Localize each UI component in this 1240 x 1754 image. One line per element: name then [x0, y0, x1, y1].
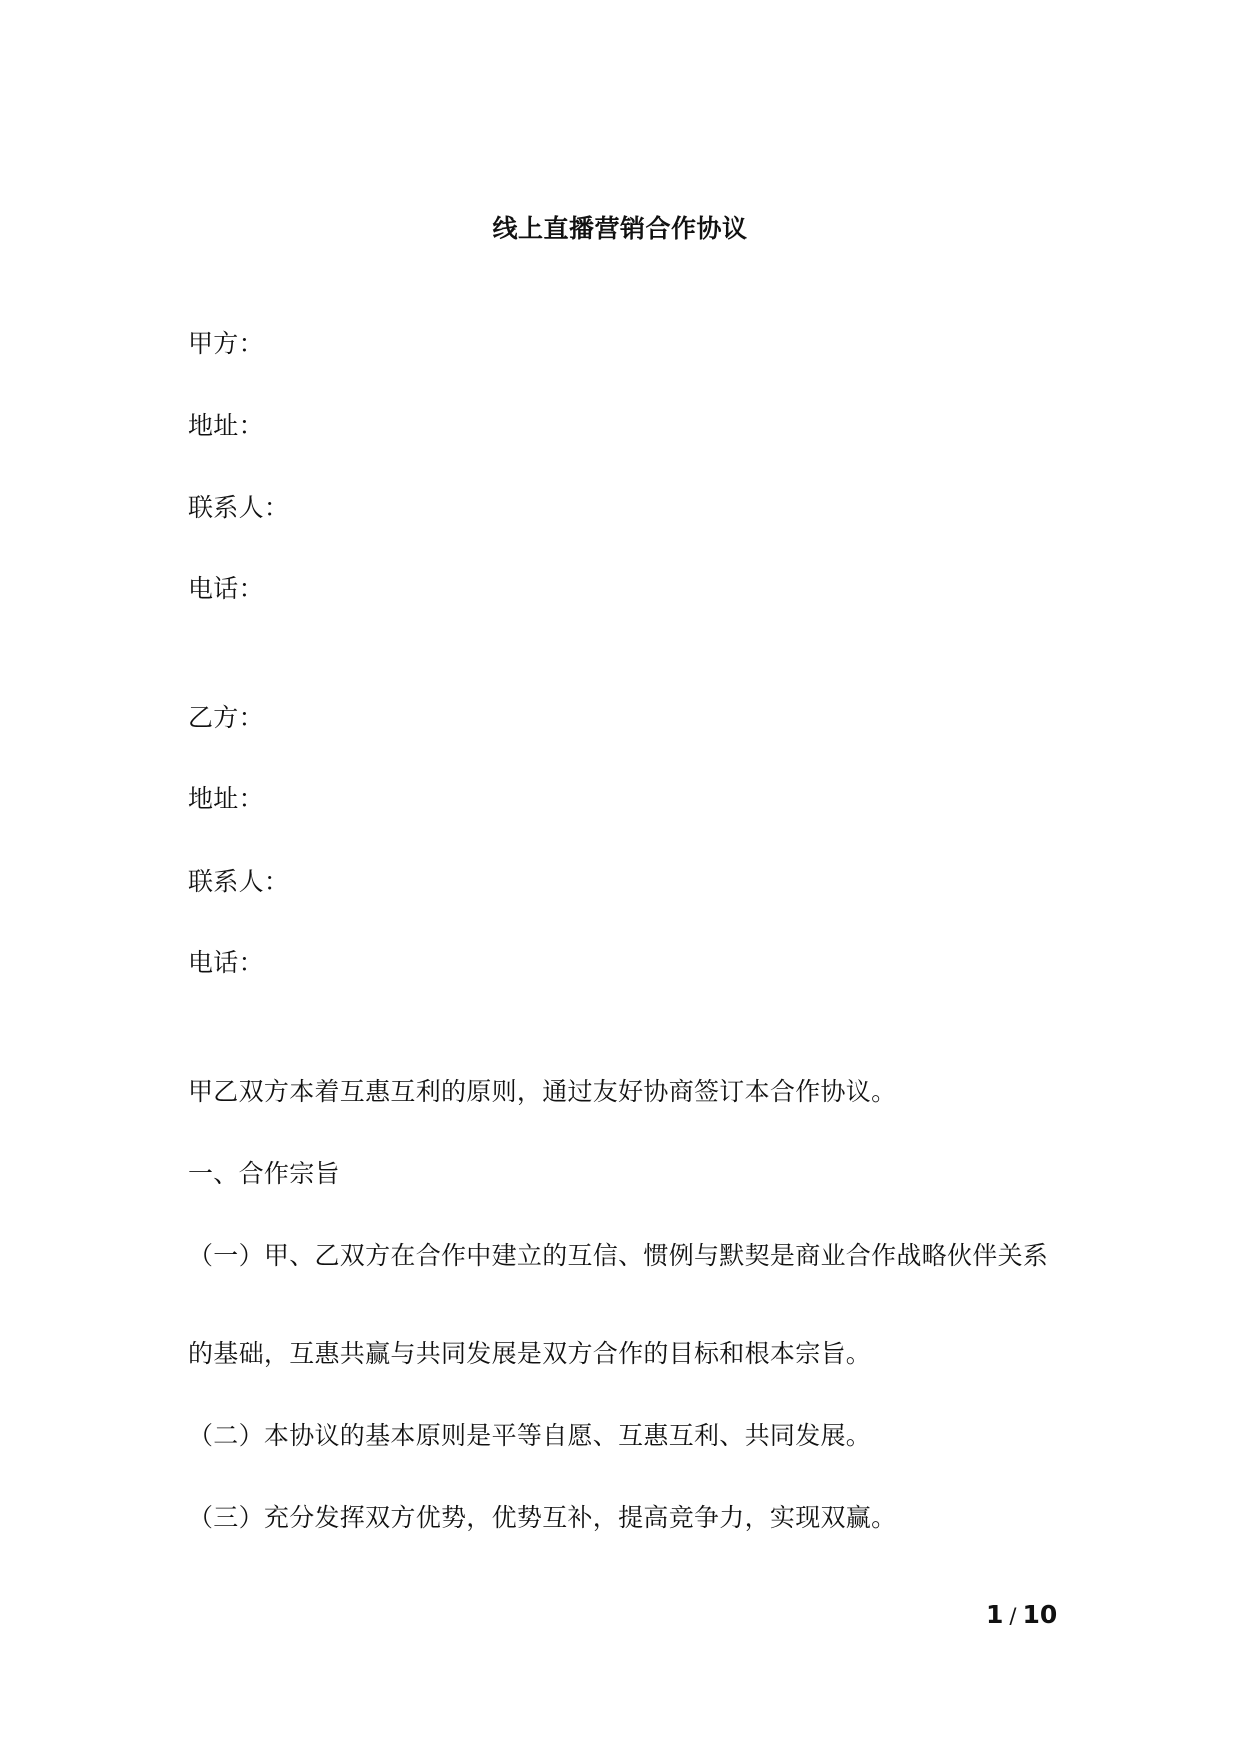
- current-page: 1: [986, 1600, 1004, 1629]
- document-title: 线上直播营销合作协议: [492, 214, 748, 243]
- page-number: [986, 1598, 1057, 1633]
- party-a-contact-label: 联系人：: [188, 493, 290, 522]
- party-b-address-label: 地址：: [188, 784, 264, 813]
- party-a-phone-label: 电话：: [188, 574, 264, 603]
- clause-3: （三）充分发挥双方优势，优势互补，提高竞争力，实现双赢。: [188, 1503, 897, 1532]
- clause-1-line-2: 的基础，互惠共赢与共同发展是双方合作的目标和根本宗旨。: [188, 1339, 872, 1368]
- clause-1-line-1: （一）甲、乙双方在合作中建立的互信、惯例与默契是商业合作战略伙伴关系: [188, 1241, 1049, 1270]
- party-b-contact-label: 联系人：: [188, 867, 290, 896]
- section-heading: 一、合作宗旨: [188, 1159, 340, 1188]
- clause-2: （二）本协议的基本原则是平等自愿、互惠互利、共同发展。: [188, 1421, 872, 1450]
- party-a-address-label: 地址：: [188, 411, 264, 440]
- party-a-name-label: 甲方：: [188, 329, 264, 358]
- party-b-phone-label: 电话：: [188, 948, 264, 977]
- page-separator: /: [1009, 1604, 1017, 1628]
- party-b-name-label: 乙方：: [188, 703, 264, 732]
- total-pages: 10: [1022, 1600, 1058, 1629]
- intro-paragraph: 甲乙双方本着互惠互利的原则，通过友好协商签订本合作协议。: [188, 1077, 897, 1106]
